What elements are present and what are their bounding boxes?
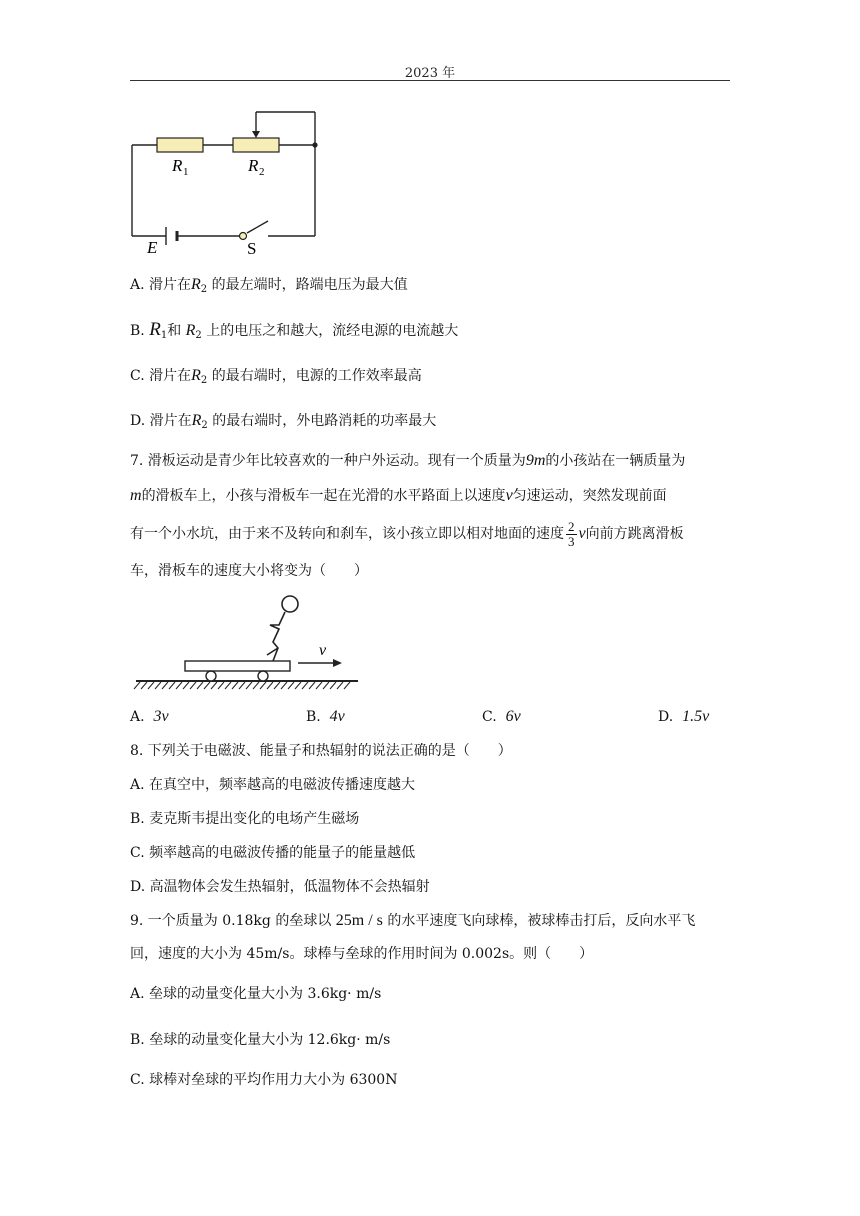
ground-hatch (141, 682, 147, 689)
emf-label: E (147, 238, 158, 255)
q7-stem-line2: m的滑板车上，小孩与滑板车一起在光滑的水平路面上以速度v匀速运动，突然发现前面 (130, 487, 667, 504)
skateboard-figure (130, 593, 370, 693)
switch-contact (240, 233, 247, 240)
ground-hatch (197, 682, 203, 689)
r1-sub: 1 (183, 166, 189, 178)
ground-hatch (323, 682, 329, 689)
circuit-diagram (125, 105, 325, 255)
q6-option-a: A. 滑片在$R_2$ 的最左端时，路端电压为最大值 (130, 276, 408, 295)
wheel-right (258, 671, 268, 681)
ground-hatch (232, 682, 238, 689)
ground-hatch (148, 682, 154, 689)
ground-hatch (260, 682, 266, 689)
r1-resistor (157, 138, 203, 152)
ground-hatch (162, 682, 168, 689)
ground-hatch (134, 682, 140, 689)
q7-option-c: C. 6v (482, 708, 521, 725)
r1-label: R (172, 156, 183, 175)
velocity-label: v (319, 642, 327, 659)
ground-hatch (176, 682, 182, 689)
ground-hatch (239, 682, 245, 689)
ground-hatch (190, 682, 196, 689)
switch-label: S (247, 239, 257, 255)
ground-hatch (218, 682, 224, 689)
ground-hatch (267, 682, 273, 689)
junction-dot (312, 142, 317, 147)
ground-hatch (309, 682, 315, 689)
q7-stem-line4: 车，滑板车的速度大小将变为（ ） (130, 563, 368, 579)
ground-hatch (316, 682, 322, 689)
ground-hatch (246, 682, 252, 689)
ground-hatch (344, 682, 350, 689)
header-rule (130, 80, 730, 81)
q6-option-d: D. 滑片在$R_2$ 的最右端时，外电路消耗的功率最大 (130, 412, 437, 431)
q9-stem-line1: 9. 一个质量为 0.18kg 的垒球以 25m / s 的水平速度飞向球棒，被球棒击打后，反向水平飞 (130, 912, 696, 929)
r2-resistor (233, 138, 279, 152)
ground-hatch (295, 682, 301, 689)
skateboard-deck (185, 661, 290, 671)
ground-hatch (253, 682, 259, 689)
r2-sub: 2 (259, 166, 265, 178)
ground-hatch (225, 682, 231, 689)
ground-hatch (169, 682, 175, 689)
ground-hatch (204, 682, 210, 689)
q7-option-d: D. 1.5v (658, 708, 710, 725)
q9-stem-line2: 回，速度的大小为 45m/s。球棒与垒球的作用时间为 0.002s。则（ ） (130, 946, 594, 962)
ground-hatch (183, 682, 189, 689)
ground-hatch (155, 682, 161, 689)
q6-option-c: C. 滑片在$R_2$ 的最右端时，电源的工作效率最高 (130, 367, 422, 386)
fraction-two-thirds: $\frac{2}{3}$ (568, 518, 575, 549)
q8-option-c: C. 频率越高的电磁波传播的能量子的能量越低 (130, 845, 416, 861)
ground-hatch (281, 682, 287, 689)
q7-stem-line3: 有一个小水坑，由于来不及转向和刹车，该小孩立即以相对地面的速度 $\frac{2}{3}$ v向前方跳离滑板 (130, 518, 684, 549)
q8-option-a: A. 在真空中，频率越高的电磁波传播速度越大 (130, 777, 416, 793)
q7-option-b: B. 4v (306, 708, 345, 725)
q9-option-b: B. 垒球的动量变化量大小为 12.6kg· m/s (130, 1032, 391, 1048)
q8-option-d: D. 高温物体会发生热辐射，低温物体不会热辐射 (130, 879, 430, 895)
page-header: 2023 年 (404, 66, 456, 81)
slider-arrow (252, 131, 260, 138)
ground-hatch (337, 682, 343, 689)
r2-label: R (248, 156, 259, 175)
child-head (282, 596, 298, 612)
ground-hatch (288, 682, 294, 689)
ground-hatch (211, 682, 217, 689)
q9-option-c: C. 球棒对垒球的平均作用力大小为 6300N (130, 1072, 398, 1088)
q8-option-b: B. 麦克斯韦提出变化的电场产生磁场 (130, 811, 360, 827)
ground-hatch (302, 682, 308, 689)
ground-hatch (330, 682, 336, 689)
q6-option-b: B. $R_1$和 $R_2$ 上的电压之和越大，流经电源的电流越大 (130, 319, 459, 341)
q8-stem: 8. 下列关于电磁波、能量子和热辐射的说法正确的是（ ） (130, 743, 512, 759)
ground-hatch (274, 682, 280, 689)
q7-option-a: A. 3v (130, 708, 169, 725)
q9-option-a: A. 垒球的动量变化量大小为 3.6kg· m/s (130, 986, 382, 1002)
child-body (270, 612, 285, 661)
wheel-left (206, 671, 216, 681)
q7-stem-line1: 7. 滑板运动是青少年比较喜欢的一种户外运动。现有一个质量为9m的小孩站在一辆质量为 (130, 452, 686, 469)
